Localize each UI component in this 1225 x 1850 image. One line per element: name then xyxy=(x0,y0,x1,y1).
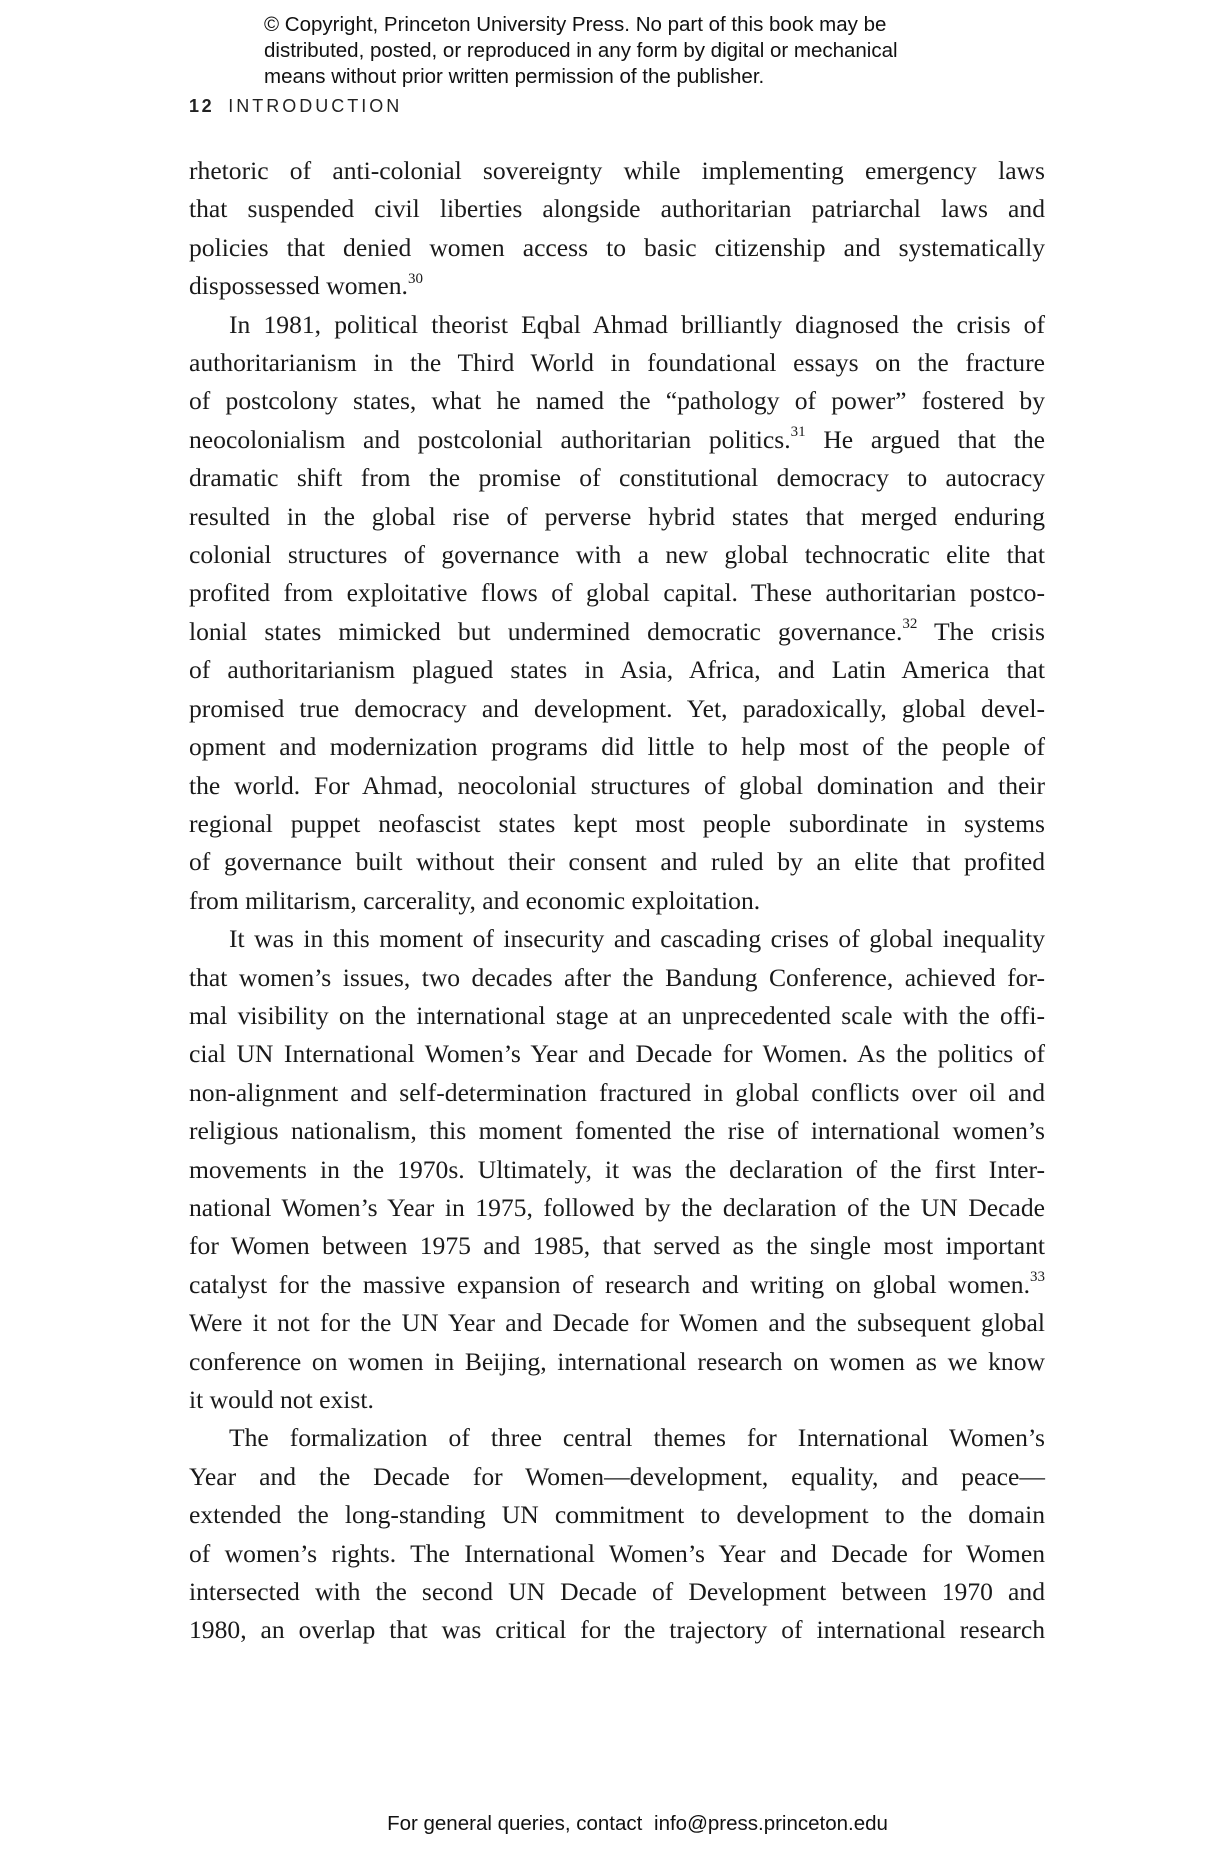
text-line xyxy=(189,1266,1045,1304)
text-line: regional puppet neofascist states kept most people subordinate in systems xyxy=(189,808,1045,838)
text-line: It was in this moment of insecurity and cascading crises of global inequality xyxy=(229,924,1045,954)
text-line: that suspended civil liberties alongside authoritarian patriarchal laws and xyxy=(189,194,1045,224)
text-line: movements in the 1970s. Ultimately, it was the declaration of the first Inter- xyxy=(189,1154,1045,1184)
text-line: opment and modernization programs did little to help most of the people of xyxy=(189,732,1045,762)
text-line: profited from exploitative flows of global capital. These authoritarian postco- xyxy=(189,578,1045,608)
text-line: colonial structures of governance with a new global technocratic elite that xyxy=(189,540,1045,570)
text-line: religious nationalism, this moment fomented the rise of international women’s xyxy=(189,1116,1045,1146)
section-title: INTRODUCTION xyxy=(228,96,403,116)
footnote-ref-32: 32 xyxy=(902,616,918,633)
text-line: authoritarianism in the Third World in foundational essays on the fracture xyxy=(189,348,1045,378)
text-line: Year and the Decade for Women—development, equality, and peace— xyxy=(189,1461,1045,1491)
running-head xyxy=(189,96,402,117)
footer xyxy=(0,1812,1225,1836)
paragraph-3 xyxy=(189,920,1045,1419)
body-text xyxy=(189,152,1045,1650)
text-line: extended the long-standing UN commitment to development to the domain xyxy=(189,1500,1045,1530)
text-line: non-alignment and self-determination fractured in global conflicts over oil and xyxy=(189,1077,1045,1107)
text-line: it would not exist. xyxy=(189,1385,374,1414)
text-line: for Women between 1975 and 1985, that served as the single most important xyxy=(189,1231,1045,1261)
text-line: of women’s rights. The International Women’s Year and Decade for Women xyxy=(189,1538,1045,1568)
text-line xyxy=(189,267,1045,305)
text-line: 1980, an overlap that was critical for the trajectory of international research xyxy=(189,1615,1045,1645)
text-line: policies that denied women access to basic citizenship and systematically xyxy=(189,232,1045,262)
footnote-ref-33: 33 xyxy=(1030,1269,1045,1286)
footnote-ref-31: 31 xyxy=(790,424,806,441)
copyright-notice xyxy=(264,12,964,90)
text-fragment: The crisis xyxy=(917,616,1045,646)
text-line: rhetoric of anti-colonial sovereignty while implementing emergency laws xyxy=(189,156,1045,185)
copyright-line: means without prior written permission of the publisher. xyxy=(264,65,765,88)
text-line: intersected with the second UN Decade of Development between 1970 and xyxy=(189,1577,1045,1607)
text-fragment: dispossessed women. xyxy=(189,271,408,301)
text-line: dramatic shift from the promise of constitutional democracy to autocracy xyxy=(189,463,1045,493)
text-line xyxy=(189,613,1045,651)
text-line: In 1981, political theorist Eqbal Ahmad brilliantly diagnosed the crisis of xyxy=(229,309,1045,339)
text-line: mal visibility on the international stage at an unprecedented scale with the offi- xyxy=(189,1000,1045,1030)
copyright-line: distributed, posted, or reproduced in any form by digital or mechanical xyxy=(264,39,898,62)
text-line: from militarism, carcerality, and economic exploitation. xyxy=(189,885,761,915)
text-line xyxy=(189,421,1045,459)
page-number: 12 xyxy=(189,96,215,116)
paragraph-1 xyxy=(189,152,1045,306)
text-line: Were it not for the UN Year and Decade for Women and the subsequent global xyxy=(189,1308,1045,1338)
copyright-line: © Copyright, Princeton University Press. No part of this book may be xyxy=(264,13,887,36)
text-line: of postcolony states, what he named the “pathology of power” fostered by xyxy=(189,386,1045,416)
contact-email-link[interactable]: info@press.princeton.edu xyxy=(654,1812,888,1835)
paragraph-2 xyxy=(189,306,1045,921)
text-line: promised true democracy and development. Yet, paradoxically, global devel- xyxy=(189,693,1045,723)
text-line: of authoritarianism plagued states in Asia, Africa, and Latin America that xyxy=(189,655,1045,685)
text-fragment: catalyst for the massive expansion of research and writing on global women. xyxy=(189,1269,1030,1299)
text-line: of governance built without their consent and ruled by an elite that profited xyxy=(189,847,1045,877)
text-line: that women’s issues, two decades after the Bandung Conference, achieved for- xyxy=(189,962,1045,992)
text-fragment: neocolonialism and postcolonial authoritarian politics. xyxy=(189,424,791,454)
footer-label: For general queries, contact xyxy=(387,1812,643,1835)
text-line: national Women’s Year in 1975, followed by the declaration of the UN Decade xyxy=(189,1192,1045,1222)
text-line: conference on women in Beijing, international research on women as we know xyxy=(189,1346,1045,1376)
text-line: the world. For Ahmad, neocolonial structures of global domination and their xyxy=(189,770,1045,800)
text-line: The formalization of three central themes for International Women’s xyxy=(229,1423,1045,1453)
text-line: cial UN International Women’s Year and Decade for Women. As the politics of xyxy=(189,1039,1045,1069)
text-line: resulted in the global rise of perverse hybrid states that merged enduring xyxy=(189,501,1045,531)
paragraph-4 xyxy=(189,1419,1045,1649)
text-fragment: He argued that the xyxy=(805,424,1045,454)
footnote-ref-30: 30 xyxy=(407,270,423,287)
text-fragment: lonial states mimicked but undermined democratic governance. xyxy=(189,616,903,646)
